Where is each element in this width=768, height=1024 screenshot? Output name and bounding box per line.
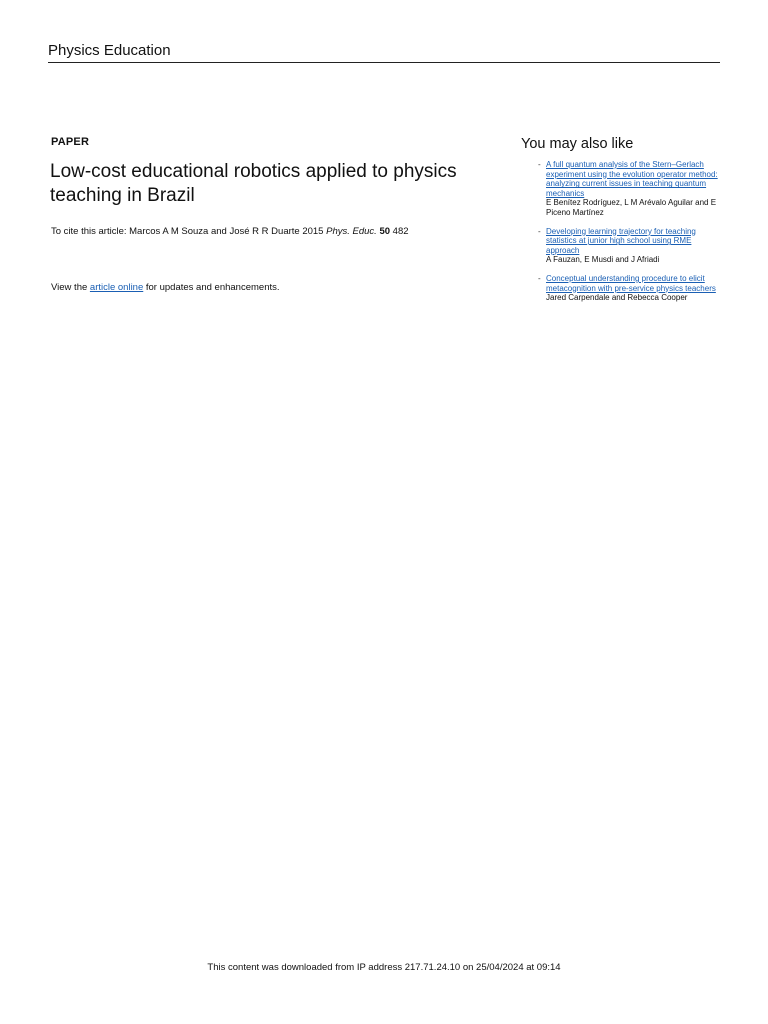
list-bullet: - [538, 273, 541, 283]
view-online-prefix: View the [51, 282, 90, 293]
list-bullet: - [538, 226, 541, 236]
list-bullet: - [538, 160, 541, 169]
citation-page: 482 [392, 226, 409, 237]
citation-volume: 50 [379, 226, 391, 237]
related-article-link[interactable]: Developing learning trajectory for teaching statistics at junior high school using RME approach [546, 226, 696, 255]
journal-title: Physics Education [48, 42, 171, 59]
paper-type-label: PAPER [51, 136, 90, 148]
related-article-item [521, 160, 721, 218]
related-article-authors: A Fauzan, E Musdi and J Afriadi [546, 255, 660, 265]
related-article-link[interactable]: A full quantum analysis of the Stern–Gerlach experiment using the evolution operator method: analyzing current issues in teaching quantum mechanics [546, 160, 718, 198]
view-online-line [51, 282, 280, 293]
citation [51, 226, 491, 237]
article-title: Low-cost educational robotics applied to physics teaching in Brazil [50, 161, 457, 206]
related-articles-panel [521, 136, 721, 312]
related-articles-list [521, 160, 721, 303]
related-article-link[interactable]: Conceptual understanding procedure to elicit metacognition with pre-service physics teachers [546, 273, 716, 293]
view-online-suffix: for updates and enhancements. [143, 282, 280, 293]
citation-prefix: To cite this article: Marcos A M Souza and José R R Duarte 2015 [51, 226, 327, 237]
related-article-item [521, 227, 721, 265]
download-footer: This content was downloaded from IP address 217.71.24.10 on 25/04/2024 at 09:14 [207, 962, 561, 973]
citation-journal: Phys. Educ. [326, 226, 377, 237]
related-article-item [521, 274, 721, 303]
related-article-authors: E Benítez Rodríguez, L M Arévalo Aguilar and E Piceno Martínez [546, 198, 717, 217]
article-online-link[interactable]: article online [89, 282, 144, 293]
related-articles-heading: You may also like [521, 136, 634, 152]
related-article-authors: Jared Carpendale and Rebecca Cooper [546, 293, 688, 303]
journal-header [48, 42, 720, 63]
